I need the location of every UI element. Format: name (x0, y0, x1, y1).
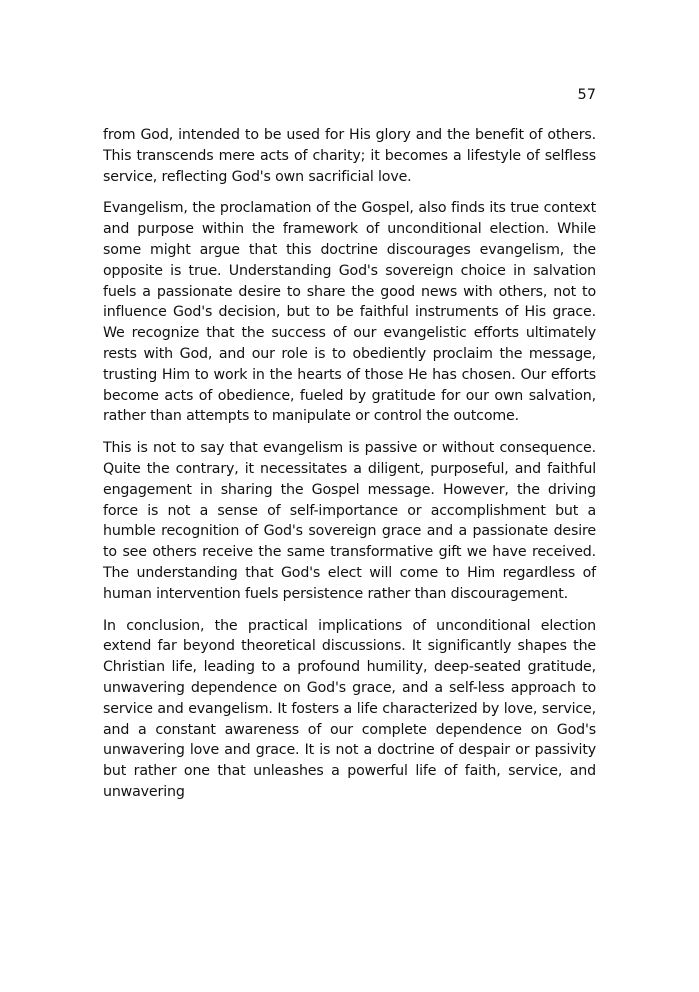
page-number: 57 (577, 87, 596, 103)
paragraph-3: This is not to say that evangelism is passive or without consequence. Quite the contrary, it necessitates a diligent, purposeful, and faithful engagement in sharing the Gospel message. However, the driving force is not a sense of self-importance or accomplishment but a humble recognition of God's sovereign grace and a passionate desire to see others receive the same transformative gift we have received. The understanding that God's elect will come to Him regardless of human intervention fuels persistence rather than discouragement. (103, 440, 596, 602)
paragraph-2: Evangelism, the proclamation of the Gospel, also finds its true context and purpose within the framework of unconditional election. While some might argue that this doctrine discourages evangelism, the opposite is true. Understanding God's sovereign choice in salvation fuels a passionate desire to share the good news with others, not to influence God's decision, but to be faithful instruments of His grace. We recognize that the success of our evangelistic efforts ultimately rests with God, and our role is to obediently proclaim the message, trusting Him to work in the hearts of those He has chosen. Our efforts become acts of obedience, fueled by gratitude for our own salvation, rather than attempts to manipulate or control the outcome. (103, 200, 596, 425)
paragraph-1: from God, intended to be used for His glory and the benefit of others. This transcends mere acts of charity; it becomes a lifestyle of selfless service, reflecting God's own sacrificial love. (103, 127, 596, 185)
paragraph-4: In conclusion, the practical implications of unconditional election extend far beyond theoretical discussions. It significantly shapes the Christian life, leading to a profound humility, deep-seated gratitude, unwavering dependence on God's grace, and a self-less approach to service and evangelism. It fosters a life characterized by love, service, and a constant awareness of our complete dependence on God's unwavering love and grace. It is not a doctrine of despair or passivity but rather one that unleashes a powerful life of faith, service, and unwavering (103, 617, 596, 800)
body-text (103, 125, 596, 814)
